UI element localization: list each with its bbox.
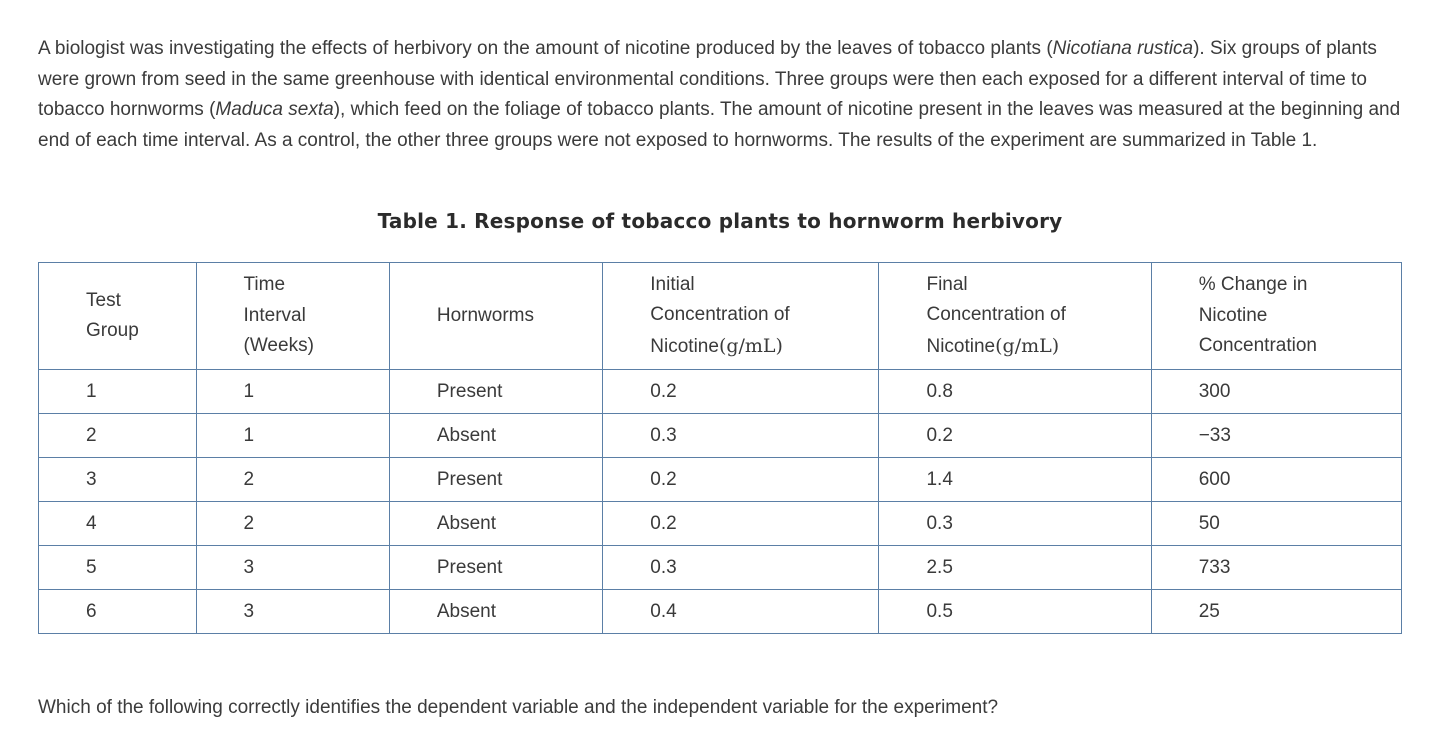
cell-time-interval: 1 [196, 370, 389, 414]
cell-final-concentration: 0.5 [879, 590, 1151, 634]
header-test-group: Test Group [39, 263, 197, 370]
header-final-concentration: Final Concentration of Nicotine(g/mL) [879, 263, 1151, 370]
cell-hornworms: Absent [389, 414, 602, 458]
cell-percent-change: 300 [1151, 370, 1401, 414]
cell-final-concentration: 0.8 [879, 370, 1151, 414]
cell-initial-concentration: 0.3 [603, 546, 879, 590]
cell-hornworms: Present [389, 458, 602, 502]
cell-test-group: 4 [39, 502, 197, 546]
cell-test-group: 5 [39, 546, 197, 590]
cell-final-concentration: 0.2 [879, 414, 1151, 458]
table-row [39, 370, 1402, 414]
table-header-row [39, 263, 1402, 370]
cell-initial-concentration: 0.3 [603, 414, 879, 458]
question-text: Which of the following correctly identifies the dependent variable and the independent variable for the experiment? [38, 697, 999, 718]
cell-hornworms: Present [389, 546, 602, 590]
table-row [39, 590, 1402, 634]
header-time-interval: Time Interval (Weeks) [196, 263, 389, 370]
passage-part-3: ), which feed on the foliage of tobacco plants. The amount of nicotine present in the leaves was measured at the beginning and end of each time interval. As a control, the other three groups were not exposed to hornworms. The results of the experiment are summarized in Table 1. [38, 99, 1401, 151]
final-unit: (g/mL) [995, 334, 1060, 357]
cell-initial-concentration: 0.2 [603, 370, 879, 414]
cell-final-concentration: 1.4 [879, 458, 1151, 502]
cell-initial-concentration: 0.2 [603, 458, 879, 502]
header-percent-change: % Change in Nicotine Concentration [1151, 263, 1401, 370]
species-name-nicotiana: Nicotiana rustica [1052, 38, 1194, 59]
header-hornworms: Hornworms [389, 263, 602, 370]
cell-percent-change: −33 [1151, 414, 1401, 458]
passage-text [38, 34, 1418, 156]
cell-hornworms: Absent [389, 590, 602, 634]
table-row [39, 546, 1402, 590]
cell-time-interval: 3 [196, 590, 389, 634]
cell-final-concentration: 2.5 [879, 546, 1151, 590]
cell-time-interval: 2 [196, 502, 389, 546]
table-row [39, 414, 1402, 458]
table-caption: Table 1. Response of tobacco plants to hornworm herbivory [377, 209, 1063, 233]
cell-percent-change: 733 [1151, 546, 1401, 590]
cell-hornworms: Present [389, 370, 602, 414]
cell-initial-concentration: 0.2 [603, 502, 879, 546]
table-row [39, 502, 1402, 546]
cell-percent-change: 50 [1151, 502, 1401, 546]
passage-part-2: ). Six groups of plants were grown from seed in the same greenhouse with identical environmental conditions. Three groups were then each exposed for a different interval of time to tobacco hornworms ( [38, 38, 1377, 120]
cell-time-interval: 2 [196, 458, 389, 502]
initial-unit: (g/mL) [718, 334, 783, 357]
results-table [38, 262, 1402, 634]
cell-test-group: 3 [39, 458, 197, 502]
passage-part-1: A biologist was investigating the effects of herbivory on the amount of nicotine produced by the leaves of tobacco plants ( [38, 38, 1053, 59]
cell-initial-concentration: 0.4 [603, 590, 879, 634]
cell-final-concentration: 0.3 [879, 502, 1151, 546]
cell-time-interval: 3 [196, 546, 389, 590]
cell-percent-change: 600 [1151, 458, 1401, 502]
cell-hornworms: Absent [389, 502, 602, 546]
cell-test-group: 2 [39, 414, 197, 458]
cell-percent-change: 25 [1151, 590, 1401, 634]
cell-time-interval: 1 [196, 414, 389, 458]
header-initial-concentration: Initial Concentration of Nicotine(g/mL) [603, 263, 879, 370]
species-name-maduca: Maduca sexta [215, 99, 334, 120]
table-row [39, 458, 1402, 502]
cell-test-group: 6 [39, 590, 197, 634]
cell-test-group: 1 [39, 370, 197, 414]
